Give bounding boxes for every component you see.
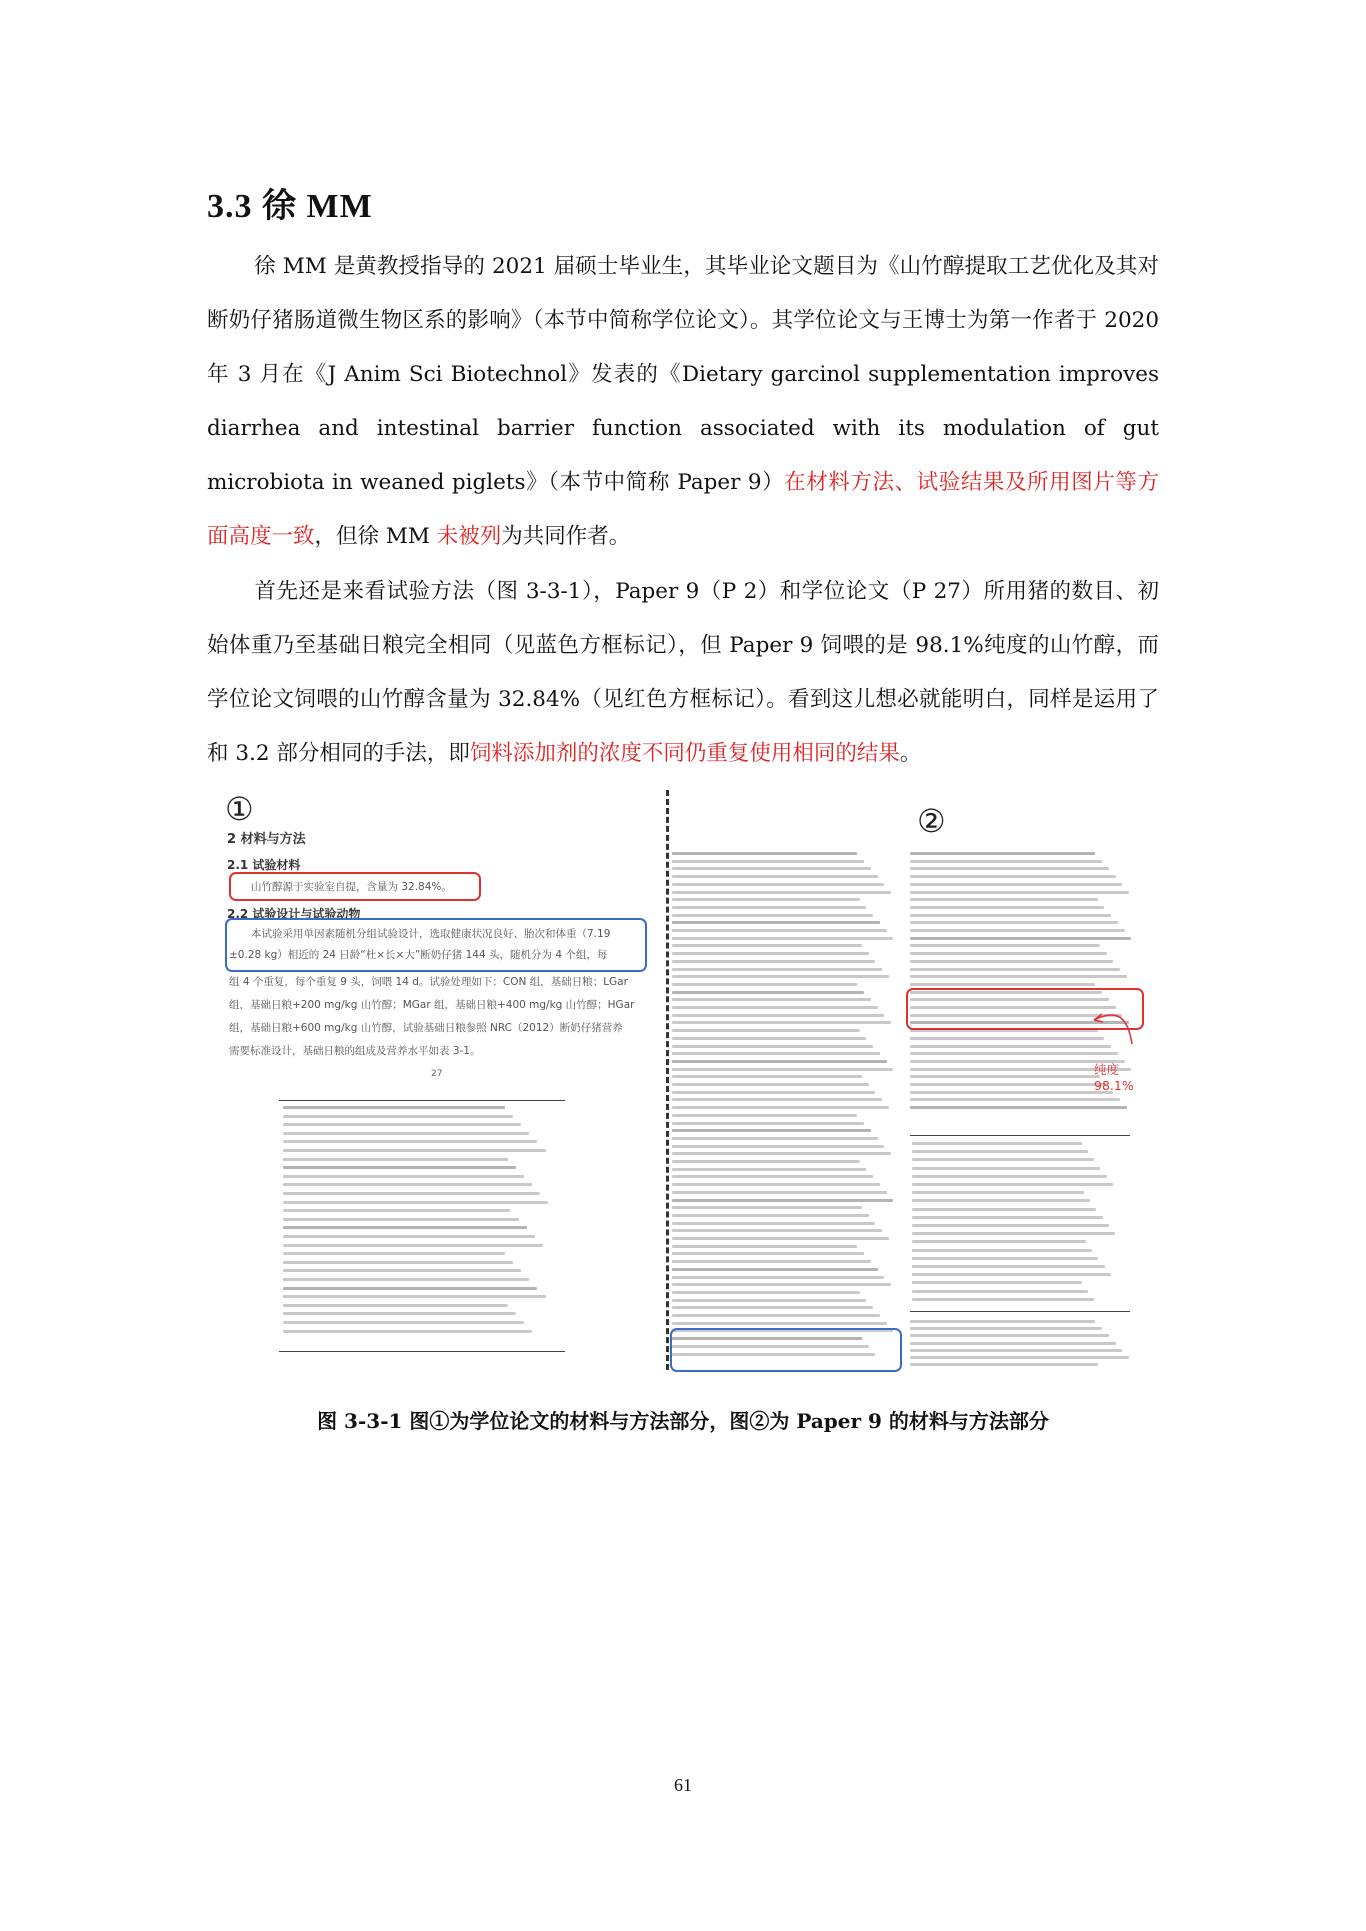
text-line-image [672, 867, 871, 870]
text-line-image [283, 1287, 537, 1290]
text-line-image [910, 883, 1122, 886]
text-line-image [910, 1349, 1122, 1352]
text-line-image [672, 1052, 880, 1055]
text-line-image [910, 921, 1118, 924]
text-line-image [283, 1166, 516, 1169]
paragraph-1-text-b: ，但徐 MM [314, 524, 437, 549]
panel-1-marker: ① [225, 790, 254, 828]
text-line-image [672, 1122, 864, 1125]
paragraph-2-text-a: 首先还是来看试验方法（图 3-3-1），Paper 9（P 2）和学位论文（P 27）所用猪的数目、初始体重乃至基础日粮完全相同（见蓝色方框标记），但 Paper 9 饲喂的是 98.1%纯度的山竹醇，而学位论文饲喂的山竹醇含量为 32.84%（见红色方框标记）。看到这儿想必就能明白，同样是运用了和 3.2 部分相同的手法，即 [207, 579, 1159, 766]
panel-2-marker: ② [917, 802, 946, 840]
thesis-design-line-3: 组 4 个重复，每个重复 9 头，饲喂 14 d。试验处理如下：CON 组，基础日粮；LGar [229, 976, 628, 988]
text-line-image [672, 1060, 887, 1063]
text-line-image [672, 1214, 869, 1217]
text-line-image [912, 1142, 1082, 1145]
text-line-image [283, 1115, 513, 1118]
text-line-image [910, 1091, 1113, 1094]
text-line-image [912, 1232, 1115, 1235]
paper9-design-blue-box [670, 1328, 902, 1372]
text-line-image [672, 1075, 862, 1078]
text-line-image [910, 852, 1095, 855]
text-line-image [672, 991, 864, 994]
text-line-image [912, 1175, 1107, 1178]
text-line-image [912, 1199, 1090, 1202]
text-line-image [283, 1106, 505, 1109]
text-line-image [672, 960, 875, 963]
thesis-subsection-2: 2.2 试验设计与试验动物 [227, 907, 361, 921]
text-line-image [910, 891, 1129, 894]
paragraph-2-text-b: 。 [899, 741, 922, 766]
text-line-image [672, 1252, 864, 1255]
text-line-image [910, 983, 1095, 986]
text-line-image [283, 1123, 521, 1126]
text-line-image [912, 1183, 1113, 1186]
text-line-image [672, 1068, 893, 1071]
text-line-image [672, 1106, 889, 1109]
paper9-column-right [910, 850, 1136, 1370]
text-line-image [912, 1191, 1084, 1194]
text-line-image [672, 1206, 862, 1209]
text-line-image [912, 1281, 1082, 1284]
text-line-image [672, 1322, 887, 1325]
text-line-image [672, 1175, 873, 1178]
thesis-table-image [279, 1100, 565, 1352]
text-line-image [672, 1021, 891, 1024]
text-line-image [283, 1269, 521, 1272]
text-line-image [910, 875, 1116, 878]
text-line-image [283, 1235, 535, 1238]
paragraph-2 [207, 565, 1159, 781]
text-line-image [283, 1278, 529, 1281]
text-line-image [283, 1226, 527, 1229]
text-line-image [672, 1168, 866, 1171]
text-line-image [910, 898, 1098, 901]
text-line-image [672, 1306, 873, 1309]
text-line-image [672, 1229, 882, 1232]
paragraph-1-text-c: 为共同作者。 [501, 524, 631, 549]
text-line-image [672, 1091, 875, 1094]
text-line-image [912, 1167, 1100, 1170]
text-line-image [672, 921, 880, 924]
text-line-image [672, 1152, 891, 1155]
text-line-image [283, 1261, 513, 1264]
text-line-image [672, 1160, 860, 1163]
text-line-image [672, 1183, 880, 1186]
thesis-design-line-5: 组，基础日粮+600 mg/kg 山竹醇，试验基础日粮参照 NRC（2012）断奶仔猪营养 [229, 1022, 623, 1034]
text-line-image [672, 1137, 878, 1140]
page-number: 61 [674, 1775, 692, 1795]
paper9-column-left [672, 850, 898, 1370]
text-line-image [672, 968, 882, 971]
text-line-image [910, 906, 1104, 909]
thesis-material-line: 山竹醇源于实验室自提，含量为 32.84%。 [251, 881, 452, 893]
text-line-image [672, 1098, 882, 1101]
text-line-image [283, 1295, 546, 1298]
text-line-image [672, 1083, 869, 1086]
text-line-image [910, 944, 1100, 947]
text-line-image [672, 1045, 873, 1048]
text-line-image [672, 914, 873, 917]
thesis-section-title: 2 材料与方法 [227, 832, 306, 847]
text-line-image [910, 860, 1102, 863]
text-line-image [672, 1268, 878, 1271]
text-line-image [910, 1356, 1129, 1359]
text-line-image [910, 975, 1127, 978]
text-line-image [283, 1244, 543, 1247]
text-line-image [672, 1037, 866, 1040]
text-line-image [910, 952, 1107, 955]
text-line-image [283, 1312, 516, 1315]
text-line-image [912, 1224, 1109, 1227]
text-line-image [910, 960, 1113, 963]
text-line-image [912, 1273, 1111, 1276]
text-line-image [912, 1216, 1103, 1219]
text-line-image [672, 1314, 880, 1317]
text-line-image [672, 883, 884, 886]
text-line-image [672, 944, 862, 947]
text-line-image [283, 1132, 529, 1135]
text-line-image [672, 852, 857, 855]
text-line-image [672, 975, 889, 978]
text-line-image [672, 929, 887, 932]
text-line-image [672, 1299, 866, 1302]
text-line-image [283, 1304, 508, 1307]
text-line-image [283, 1330, 532, 1333]
text-line-image [910, 1075, 1100, 1078]
text-line-image [672, 1199, 893, 1202]
paper9-table-image [910, 1135, 1130, 1312]
text-line-image [912, 1240, 1086, 1243]
text-line-image [912, 1290, 1088, 1293]
text-line-image [910, 937, 1131, 940]
text-line-image [910, 1363, 1098, 1366]
text-line-image [672, 860, 864, 863]
text-line-image [672, 1291, 860, 1294]
paper9-purity-note: 纯度98.1% [1094, 1062, 1134, 1093]
text-line-image [672, 906, 866, 909]
text-line-image [672, 952, 869, 955]
text-line-image [912, 1249, 1092, 1252]
thesis-design-line-2: ±0.28 kg）相近的 24 日龄“杜×长×大”断奶仔猪 144 头，随机分为 4 个组，每 [229, 949, 608, 961]
text-line-image [910, 1334, 1109, 1337]
text-line-image [283, 1252, 505, 1255]
text-line-image [910, 1083, 1107, 1086]
text-line-image [672, 1191, 887, 1194]
paragraph-1-text-a: 徐 MM 是黄教授指导的 2021 届硕士毕业生，其毕业论文题目为《山竹醇提取工艺优化及其对断奶仔猪肠道微生物区系的影响》（本节中简称学位论文）。其学位论文与王博士为第一作者于 2020 年 3 月在《J Anim Sci Biotechnol》发表的《Dietary garcinol supplementation improves diarrhea and intestinal barrier function associated with its modulation of gut microbiota in weaned piglets》（本节中简称 Paper 9） [207, 254, 1159, 495]
text-line-image [672, 1129, 871, 1132]
text-line-image [283, 1140, 537, 1143]
text-line-image [910, 1342, 1116, 1345]
text-line-image [910, 929, 1125, 932]
text-line-image [672, 1014, 884, 1017]
text-line-image [672, 1222, 875, 1225]
text-line-image [283, 1183, 532, 1186]
text-line-image [283, 1201, 548, 1204]
paper9-excerpt-panel [672, 790, 1143, 1370]
text-line-image [910, 1320, 1095, 1323]
text-line-image [672, 875, 878, 878]
text-line-image [283, 1175, 524, 1178]
text-line-image [910, 1106, 1127, 1109]
figure-3-3-1 [225, 790, 1143, 1370]
figure-caption: 图 3-3-1 图①为学位论文的材料与方法部分，图②为 Paper 9 的材料与方法部分 [317, 1409, 1049, 1433]
text-line-image [910, 1327, 1102, 1330]
text-line-image [912, 1208, 1096, 1211]
text-line-image [912, 1150, 1088, 1153]
text-line-image [912, 1158, 1094, 1161]
text-line-image [283, 1321, 524, 1324]
text-line-image [283, 1149, 546, 1152]
text-line-image [672, 1145, 884, 1148]
text-line-image [672, 998, 871, 1001]
paragraph-1-highlight-b: 未被列 [436, 524, 502, 549]
text-line-image [910, 1052, 1118, 1055]
text-line-image [672, 1114, 857, 1117]
text-line-image [283, 1192, 540, 1195]
thesis-excerpt-panel [225, 790, 650, 1370]
text-line-image [910, 1037, 1104, 1040]
text-line-image [912, 1257, 1098, 1260]
text-line-image [672, 1237, 889, 1240]
text-line-image [672, 1006, 878, 1009]
text-line-image [912, 1298, 1094, 1301]
thesis-design-line-4: 组，基础日粮+200 mg/kg 山竹醇；MGar 组，基础日粮+400 mg/kg 山竹醇；HGar [229, 999, 635, 1011]
text-line-image [672, 983, 857, 986]
text-line-image [672, 1260, 871, 1263]
text-line-image [910, 914, 1111, 917]
thesis-design-line-1: 本试验采用单因素随机分组试验设计，选取健康状况良好、胎次和体重（7.19 [251, 928, 611, 940]
thesis-page-number: 27 [431, 1069, 443, 1079]
purity-arrow-icon [1092, 990, 1152, 1050]
text-line-image [672, 1245, 857, 1248]
text-line-image [672, 1029, 860, 1032]
text-line-image [910, 1045, 1111, 1048]
text-line-image [672, 891, 891, 894]
text-line-image [910, 1098, 1120, 1101]
text-line-image [910, 1060, 1125, 1063]
paragraph-2-highlight-a: 饲料添加剂的浓度不同仍重复使用相同的结果 [469, 741, 900, 766]
text-line-image [910, 968, 1120, 971]
text-line-image [672, 898, 860, 901]
text-line-image [672, 1283, 891, 1286]
text-line-image [672, 937, 893, 940]
thesis-subsection-1: 2.1 试验材料 [227, 858, 301, 872]
thesis-design-line-6: 需要标准设计，基础日粮的组成及营养水平如表 3-1。 [229, 1045, 481, 1057]
paragraph-1 [207, 240, 1159, 564]
text-line-image [910, 867, 1109, 870]
text-line-image [672, 1276, 884, 1279]
text-line-image [912, 1265, 1105, 1268]
paragraph-1-highlight-a: 在材料方法、试验结果及所用图片等方面高度一致 [207, 470, 1159, 549]
section-heading: 3.3 徐 MM [207, 188, 373, 225]
text-line-image [283, 1218, 519, 1221]
text-line-image [283, 1209, 510, 1212]
text-line-image [283, 1158, 508, 1161]
panel-divider [666, 790, 669, 1370]
